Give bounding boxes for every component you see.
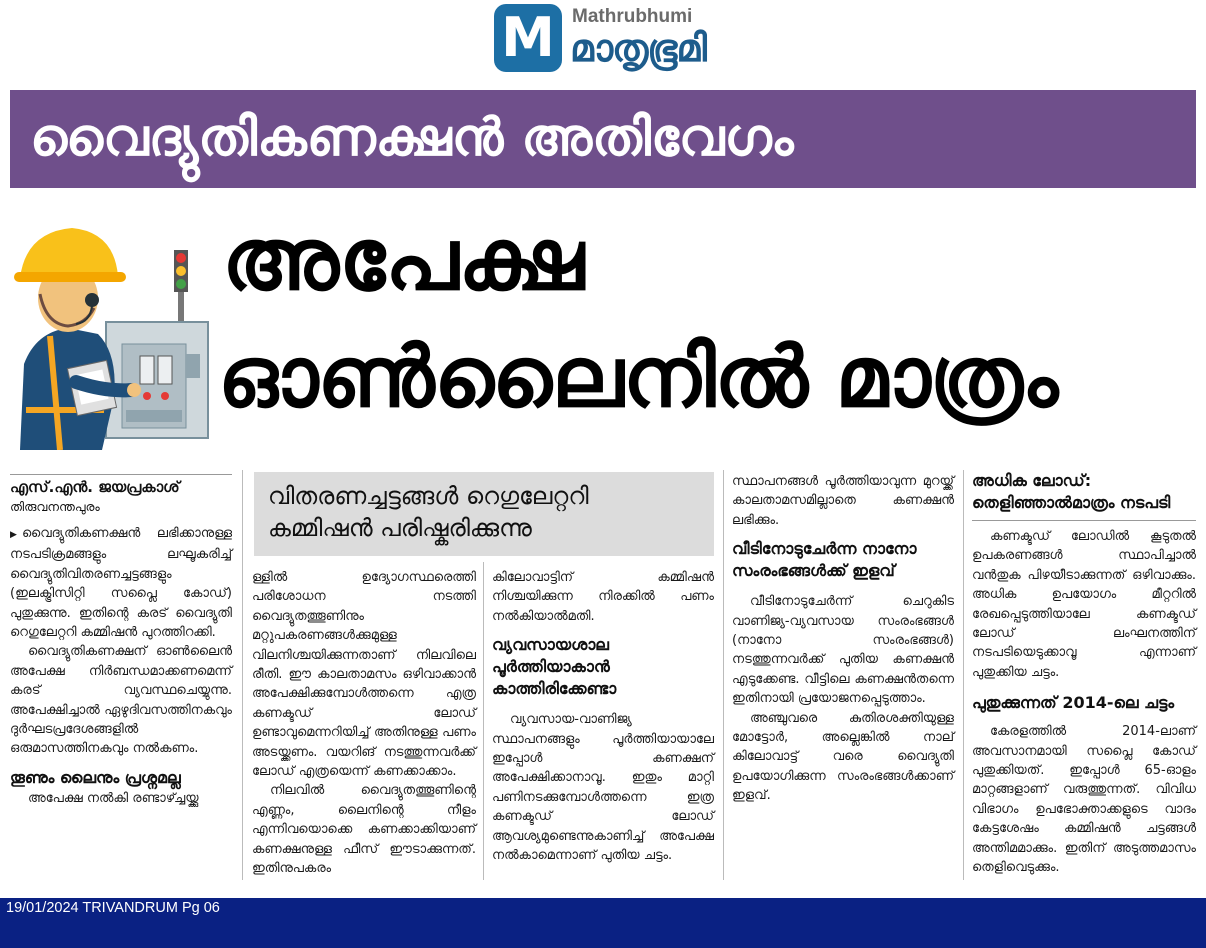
brand-name-malayalam: മാതൃഭൂമി <box>570 26 706 70</box>
article-column-5 <box>972 470 1196 878</box>
column-divider <box>723 470 724 880</box>
column-2-para-1: ള്ളിൽ ഉദ്യോഗസ്ഥരെത്തി പരിശോധന നടത്തി വൈദ്യുതത്തൂണിനും മറ്റുപകരണങ്ങൾക്കുമുള്ള വിലനിശ്ചയിക്കുന്നതാണ് നിലവിലെ രീതി. ഈ കാലതാമസം ഒഴിവാക്കാൻ അപേക്ഷിക്കുമ്പോൾത്തന്നെ എത്ര കണക്ടഡ് ലോഡ് ഉണ്ടാവുമെന്നറിയിച്ച് അതിനുള്ള പണം അടയ്ക്കണം. വയറിങ് നടത്തുന്നവർക്ക് ലോഡ് എത്രയെന്ന് കണക്കാക്കാം. <box>252 570 476 780</box>
column-divider <box>242 470 243 880</box>
column-3-subhead: വ്യവസായശാല പൂർത്തിയാകാൻ കാത്തിരിക്കേണ്ടാ <box>492 635 617 699</box>
column-5-subhead-2: പുതുക്കുന്നത് 2014-ലെ ചട്ടം <box>972 693 1175 713</box>
column-4-para-2: വീടിനോടുചേർന്ന് ചെറുകിട വാണിജ്യ-വ്യവസായ സംരംഭങ്ങൾ (നാനോ സംരംഭങ്ങൾ) നടത്തുന്നവർക്ക് പുതിയ കണക്ഷൻ എടുക്കേണ്ട. വീട്ടിലെ കണക്ഷൻതന്നെ ഇതിനായി പ്രയോജനപ്പെടുത്താം. <box>732 594 954 707</box>
column-4-subhead: വീടിനോടുചേർന്ന നാനോ സംരംഭങ്ങൾക്ക് ഇളവ് <box>732 539 917 581</box>
article-column-2 <box>252 568 476 879</box>
byline-place: തിരുവനന്തപുരം <box>10 499 100 514</box>
box-headline-line-1: വിതരണച്ചട്ടങ്ങൾ റെഗുലേറ്ററി <box>268 482 589 510</box>
column-5-para-1: കണക്ടഡ് ലോഡിൽ കൂടുതൽ ഉപകരണങ്ങൾ സ്ഥാപിച്ചാൽ വൻതുക പിഴയീടാക്കുന്നത് ഒഴിവാക്കും. അധിക ഉപയോഗം മീറ്ററിൽ രേഖപ്പെടുത്തിയാലേ കണക്ടഡ് ലോഡ് ലംഘനത്തിന് നടപടിയെടുക്കാവൂ എന്നാണ് പുതുക്കിയ ചട്ടം. <box>972 529 1196 680</box>
column-divider <box>963 470 964 880</box>
column-3-para-2: വ്യവസായ-വാണിജ്യ സ്ഥാപനങ്ങളും പൂർത്തിയായാലേ ഇപ്പോൾ കണക്ഷന് അപേക്ഷിക്കാനാവൂ. ഇതും മാറ്റി പണിനടക്കുമ്പോൾത്തന്നെ ഇത്ര കണക്ടഡ് ലോഡ് ആവശ്യമുണ്ടെന്നുകാണിച്ച് അപേക്ഷ നൽകാമെന്നാണ് പുതിയ ചട്ടം. <box>492 712 714 864</box>
footer-date-edition-page: 19/01/2024 TRIVANDRUM Pg 06 <box>6 900 220 916</box>
column-1-para-2: വൈദ്യുതികണക്ഷന് ഓൺലൈൻ അപേക്ഷ നിർബന്ധമാക്കണമെന്ന് കരട് വ്യവസ്ഥചെയ്യുന്നു. അപേക്ഷിച്ചാൽ ഏഴുദിവസത്തിനകവും ദുർഘടപ്രദേശങ്ങളിൽ ഒരുമാസത്തിനകവും നൽകണം. <box>10 644 232 757</box>
column-1-para-3: അപേക്ഷ നൽകി രണ്ടാഴ്ച്ചയ്ക്കു <box>28 790 199 806</box>
column-5-subhead-1-line-2: തെളിഞ്ഞാൽമാത്രം നടപടി <box>972 493 1171 512</box>
box-headline-line-2: കമ്മിഷൻ പരിഷ്കരിക്കുന്നു <box>268 514 532 542</box>
logo-letter: M <box>501 6 555 69</box>
column-5-para-2: കേരളത്തിൽ 2014-ലാണ് അവസാനമായി സപ്ലൈ കോഡ് പുതുക്കിയത്. ഇപ്പോൾ 65-ഓളം മാറ്റങ്ങളാണ് വരുത്തുന്നത്. വിവിധ വിഭാഗം ഉപഭോക്താക്കളുടെ വാദം കേട്ടശേഷം കമ്മിഷൻ ചട്ടങ്ങൾ അന്തിമമാക്കും. ഇതിന് അടുത്തമാസം തെളിവെടുക്കും. <box>972 724 1196 876</box>
bullet-triangle-icon: ▶ <box>10 530 17 540</box>
brand-name-english: Mathrubhumi <box>572 6 693 27</box>
electrician-illustration <box>6 214 212 450</box>
article-column-3 <box>492 568 714 865</box>
banner-title: വൈദ്യുതികണക്ഷൻ അതിവേഗം <box>30 108 794 168</box>
footer-bar <box>0 898 1206 948</box>
column-4-para-1: സ്ഥാപനങ്ങൾ പൂർത്തിയാവുന്ന മുറയ്ക്ക് കാലതാമസമില്ലാതെ കണക്ഷൻ ലഭിക്കും. <box>732 474 954 528</box>
byline-author: എസ്.എൻ. ജയപ്രകാശ് <box>10 478 180 496</box>
headline-line-1: അപേക്ഷ <box>222 210 585 310</box>
column-2-para-2: നിലവിൽ വൈദ്യുതത്തൂണിന്റെ എണ്ണം, ലൈനിന്റെ നീളം എന്നിവയൊക്കെ കണക്കാക്കിയാണ് കണക്ഷനുള്ള ഫീസ് ഈടാക്കുന്നത്. ഇതിനുപകരം <box>252 783 476 877</box>
box-headline <box>254 472 714 556</box>
article-column-1 <box>10 524 232 808</box>
column-1-para-1-text: വൈദ്യുതികണക്ഷൻ ലഭിക്കാനുള്ള നടപടിക്രമങ്ങളും ലഘൂകരിച്ച് വൈദ്യുതിവിതരണച്ചട്ടങ്ങളും (ഇലക്ട്രിസിറ്റി സപ്ലൈ കോഡ്) പുതുക്കുന്നു. ഇതിന്റെ കരട് വൈദ്യുതി റെഗുലേറ്ററി കമ്മിഷൻ പുറത്തിറക്കി. <box>10 526 232 641</box>
article-column-4 <box>732 472 954 806</box>
column-1-subhead: തൂണും ലൈനും പ്രശ്നമല്ല <box>10 767 181 787</box>
headline-line-2: ഓൺലൈനിൽ മാത്രം <box>218 328 1058 426</box>
column-3-para-1: കിലോവാട്ടിന് കമ്മിഷൻ നിശ്ചയിക്കുന്ന നിരക്കിൽ പണം നൽകിയാൽമതി. <box>492 570 714 624</box>
section-banner <box>10 90 1196 188</box>
byline-rule <box>10 474 232 475</box>
column-5-rule <box>972 520 1196 521</box>
mathrubhumi-logo <box>494 4 562 72</box>
column-5-subhead-1-line-1: അധിക ലോഡ്: <box>972 471 1092 490</box>
column-1-para-1 <box>10 524 232 642</box>
column-divider <box>483 562 484 880</box>
column-4-para-3: അഞ്ചുവരെ കുതിരശക്തിയുള്ള മോട്ടോർ, അല്ലെങ്കിൽ നാല് കിലോവാട്ട് വരെ വൈദ്യുതി ഉപയോഗിക്കുന്ന സംരംഭങ്ങൾക്കാണ് ഇളവ്. <box>732 710 954 804</box>
